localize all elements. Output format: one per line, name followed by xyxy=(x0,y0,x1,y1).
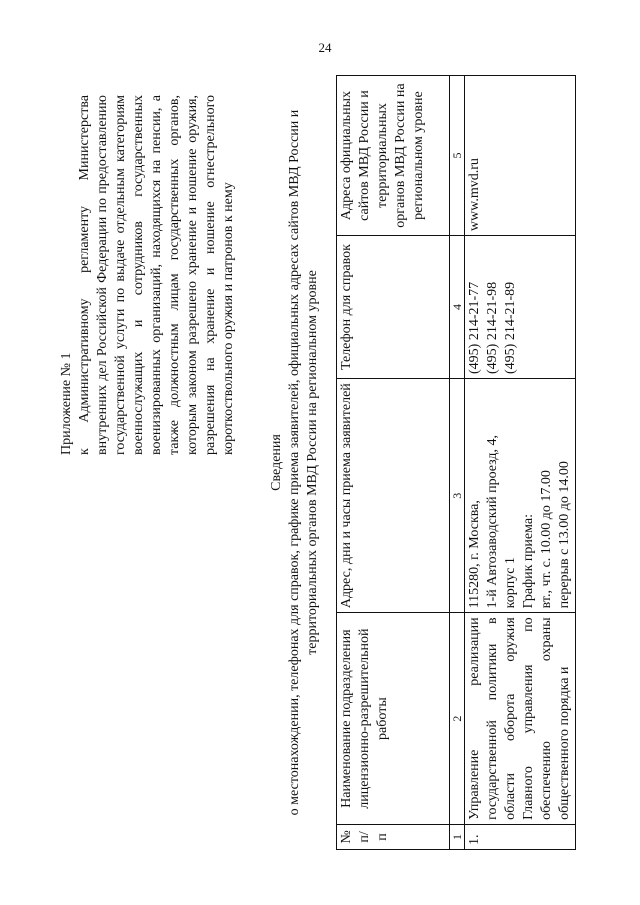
section-title: Сведения xyxy=(269,434,284,491)
appendix-block xyxy=(58,95,238,455)
address-line: перерыв с 13.00 до 14.00 xyxy=(557,461,572,609)
address-line: корпус 1 xyxy=(503,557,518,609)
column-number: 1 xyxy=(450,824,465,849)
table-row xyxy=(465,76,576,850)
column-number-row xyxy=(450,76,465,850)
address-line: вт., чт. с. 10.00 до 17.00 xyxy=(539,470,554,609)
column-number: 2 xyxy=(450,613,465,825)
section-subtitle: о местонахождении, телефонах для справок, графике приема заявителей, официальных адресах сайтов МВД России и территориальных органов МВД России на региональном уровне xyxy=(287,109,320,816)
column-number: 5 xyxy=(450,76,465,236)
offices-table xyxy=(336,75,576,850)
page-number: 24 xyxy=(318,40,332,55)
header-phone: Телефон для справок xyxy=(337,236,450,379)
header-number: № п/п xyxy=(337,824,450,849)
department-name: Управление реализации государственной политики в области оборота оружия Главного управления по обеспечению охраны общественного порядка и xyxy=(465,613,576,825)
row-number: 1. xyxy=(465,824,576,849)
phone-cell xyxy=(465,236,576,379)
address-line: График приема: xyxy=(521,514,536,609)
rotated-document-sheet xyxy=(45,75,590,850)
table-header-row xyxy=(337,76,450,850)
appendix-title: Приложение № 1 xyxy=(59,352,74,455)
phone-number: (495) 214-21-98 xyxy=(485,281,500,374)
address-cell xyxy=(465,379,576,613)
header-department: Наименование подразделения лицензионно-разрешительной работы xyxy=(337,613,450,825)
appendix-text: к Административному регламенту Министерства внутренних дел Российской Федерации по предоставлению государственной услуги по выдаче отдельным категориям военнослужащих и сотрудников государственных военизированных организаций, находящихся на пенсии, а также должностным лицам государственных органов, которым законом разрешено хранение и ношение оружия, разрешения на хранение и ношение огнестрельного короткоствольного оружия и патронов к нему xyxy=(77,95,236,455)
phone-number: (495) 214-21-77 xyxy=(467,281,482,374)
address-line: 1-й Автозаводский проезд, 4, xyxy=(485,434,500,609)
header-websites: Адреса официальных сайтов МВД России и территориальных органов МВД России на региональном уровне xyxy=(337,76,450,236)
header-address: Адрес, дни и часы приема заявителей xyxy=(337,379,450,613)
website-cell: www.mvd.ru xyxy=(465,76,576,236)
phone-number: (495) 214-21-89 xyxy=(503,281,518,374)
address-line: 115280, г. Москва, xyxy=(467,500,482,609)
column-number: 3 xyxy=(450,379,465,613)
column-number: 4 xyxy=(450,236,465,379)
